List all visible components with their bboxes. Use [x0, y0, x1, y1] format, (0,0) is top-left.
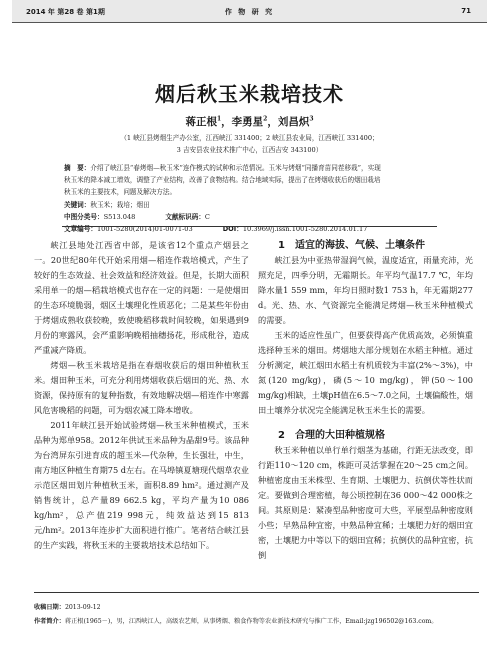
- abstract-line-2: 秋玉米的降本减工增效，调整了产业结构，改善了食物结构。结合地域实际，提出了在烤烟收获后的烟田栽培: [64, 176, 381, 185]
- article-number-label: 文章编号：: [64, 225, 97, 234]
- affiliation-line-2: 3 吉安县农业技术推广中心，江西吉安 343100）: [176, 146, 323, 154]
- author-2-affil-mark: 2: [263, 115, 268, 123]
- keywords-label: 关键词：: [64, 200, 91, 209]
- author-line: [0, 114, 499, 129]
- author-2: ，李勇星: [221, 116, 264, 128]
- abstract-text: [64, 162, 435, 174]
- intro-paragraph-1: 峡江县地处江西省中部，是该省12个重点产烟县之一。20世纪80年代开始采用烟—稻连作栽培模式，产生了较好的生态效益、社会效益和经济效益。但是，长期大面积采用单一的烟—稻栽培模式也存在一定的问题：一是使烟田的生态环境脆弱，烟区土壤理化性质恶化；二是某些年份由于烤烟成熟收获较晚，致使晚稻移栽时间较晚，如果遇到9月份的寒露风，会严重影响晚稻抽穗扬花，形成秕谷，造成严重减产降质。: [34, 240, 249, 355]
- received-date: 2013-09-12: [64, 604, 101, 611]
- running-header: [12, 0, 487, 23]
- abstract-line-1: 介绍了峡江县“春烤烟—秋玉米”连作模式的试种和示范情况。玉米与烤烟“同播育苗同茬移栽”，实现: [90, 164, 381, 172]
- article-title: 烟后秋玉米栽培技术: [155, 82, 344, 106]
- journal-name: 作 物 研 究: [224, 8, 275, 16]
- section-2-number: 2: [278, 430, 285, 441]
- intro-paragraph-2: 烤烟—秋玉米栽培是指在春烟收获后的烟田种植秋玉米。烟田种玉米，可充分利用烤烟收获后烟田的光、热、水资源，保持原有的复种指数，有效地解决烟—稻连作中寒露风危害晚稻的问题，可为烟农减工降本增收。: [34, 360, 249, 415]
- received-date-row: [34, 601, 479, 615]
- classification-row: [64, 211, 435, 223]
- clc-number: S513.048: [103, 212, 136, 221]
- keywords-row: [64, 199, 435, 211]
- section-1-title: 适宜的海拔、气候、土壤条件: [294, 240, 425, 251]
- author-bio-label: 作者简介：: [34, 618, 65, 625]
- issue-info: 2014 年 第28 卷 第1期: [26, 8, 105, 16]
- received-label: 收稿日期：: [34, 604, 65, 611]
- affiliation-line-1: （1 峡江县烤烟生产办公室，江西峡江 331400；2 峡江县农业局，江西峡江 331400；: [120, 134, 379, 142]
- intro-paragraph-3: 2011年峡江县开始试验烤烟—秋玉米种植模式，玉米品种为郑单958。2012年供试玉米品种为晶甜9号。该品种为台湾屏东引进育成的超玉米—代杂种，生长强壮，中生，南方地区种植生育期75 d左右。在马埠镇夏塘现代烟草农业示范区烟田划片种植秋玉米，面积8.89 hm²。通过测产及销售统计，总产量89 662.5 kg，平均产量为10 086 kg/hm²，总产值219 998元，纯效益达到15 813元/hm²。2013年连步扩大面积进行推广。笔者结合峡江县的生产实践，将秋玉米的主要栽培技术总结如下。: [34, 420, 249, 550]
- page-number: 71: [461, 7, 471, 15]
- section-1-paragraph-2: 玉米的适应性虽广，但要获得高产优质高效，必须慎重选择种玉米的烟田。烤烟地大部分规划在水稻主种植。通过分析测定，峡江烟田水稻土有机质较为丰富(2%～3%)，中氮(120 mg/kg)，磷(5～10 mg/kg)，钾(50～100 mg/kg)相缺，土壤pH值在6.5～7.0之间，土壤偏酸性，烟田土壤养分状况完全能满足秋玉米生长的需要。: [258, 330, 473, 415]
- clc-label: 中图分类号：: [64, 212, 104, 221]
- section-2-heading: [258, 428, 473, 443]
- author-3-affil-mark: 3: [309, 115, 314, 123]
- footnote: [34, 592, 479, 629]
- abstract-line-3: 秋玉米的主要技术，问题及解决方法。: [64, 188, 177, 197]
- section-2-paragraph-1: 秋玉米种植以单行单行烟茎为基础，行距无法改变，即行距110～120 cm，株距可灵活掌握在20～25 cm之间。种植密度由玉米株型、生育期、土壤肥力、抗倒伏等性状而定。要做到合理密植，每公顷控制在36 000～42 000株之间。其原则是：紧凑型品种密度可大些，平展型品种密度则小些；早熟品种宜密，中熟品种宜稀；土壤肥力好的烟田宜密，土壤肥力中等以下的烟田宜稀；抗倒伏的品种宜密，抗倒: [258, 445, 473, 560]
- doc-code: C: [204, 212, 210, 221]
- author-1-affil-mark: 1: [216, 115, 222, 123]
- article-id-row: [64, 223, 435, 235]
- author-1: 蒋正根: [185, 116, 217, 128]
- author-bio: 蒋正根(1965－)，男，江西峡江人，高级农艺师，从事烤烟、粮食作物等农业新技术研究与推广工作，Email:jzg196502@163.com。: [64, 618, 438, 625]
- author-3: ，刘昌炽: [267, 116, 310, 128]
- abstract-label: 摘 要：: [64, 164, 91, 172]
- doi-link[interactable]: 10.3969/j.issn.1001-5280.2014.01.17: [242, 225, 368, 234]
- abstract-divider: [62, 226, 437, 227]
- keywords: 秋玉米；栽培；烟田: [90, 200, 150, 209]
- doi-label: DOI：: [222, 225, 243, 234]
- body-column-right: [258, 238, 473, 563]
- author-bio-row: [34, 615, 479, 629]
- section-2-title: 合理的大田种植规格: [294, 430, 385, 441]
- abstract-block: [64, 162, 435, 235]
- affiliations: [40, 132, 459, 156]
- section-1-number: 1: [278, 240, 285, 251]
- body-column-left: [34, 238, 249, 553]
- section-1-paragraph-1: 峡江县为中亚热带湿润气候，温度适宜，雨量充沛，光照充足，四季分明，无霜期长。年平均气温17.7 ℃，年均降水量1 559 mm，年均日照时数1 753 h，年无霜期277 d。光、热、水、气资源完全能满足烤烟—秋玉米种植模式的需要。: [258, 255, 473, 325]
- article-number: 1001-5280(2014)01-0071-03: [96, 225, 193, 234]
- doc-code-label: 文献标识码：: [165, 212, 205, 221]
- section-1-heading: [258, 238, 473, 253]
